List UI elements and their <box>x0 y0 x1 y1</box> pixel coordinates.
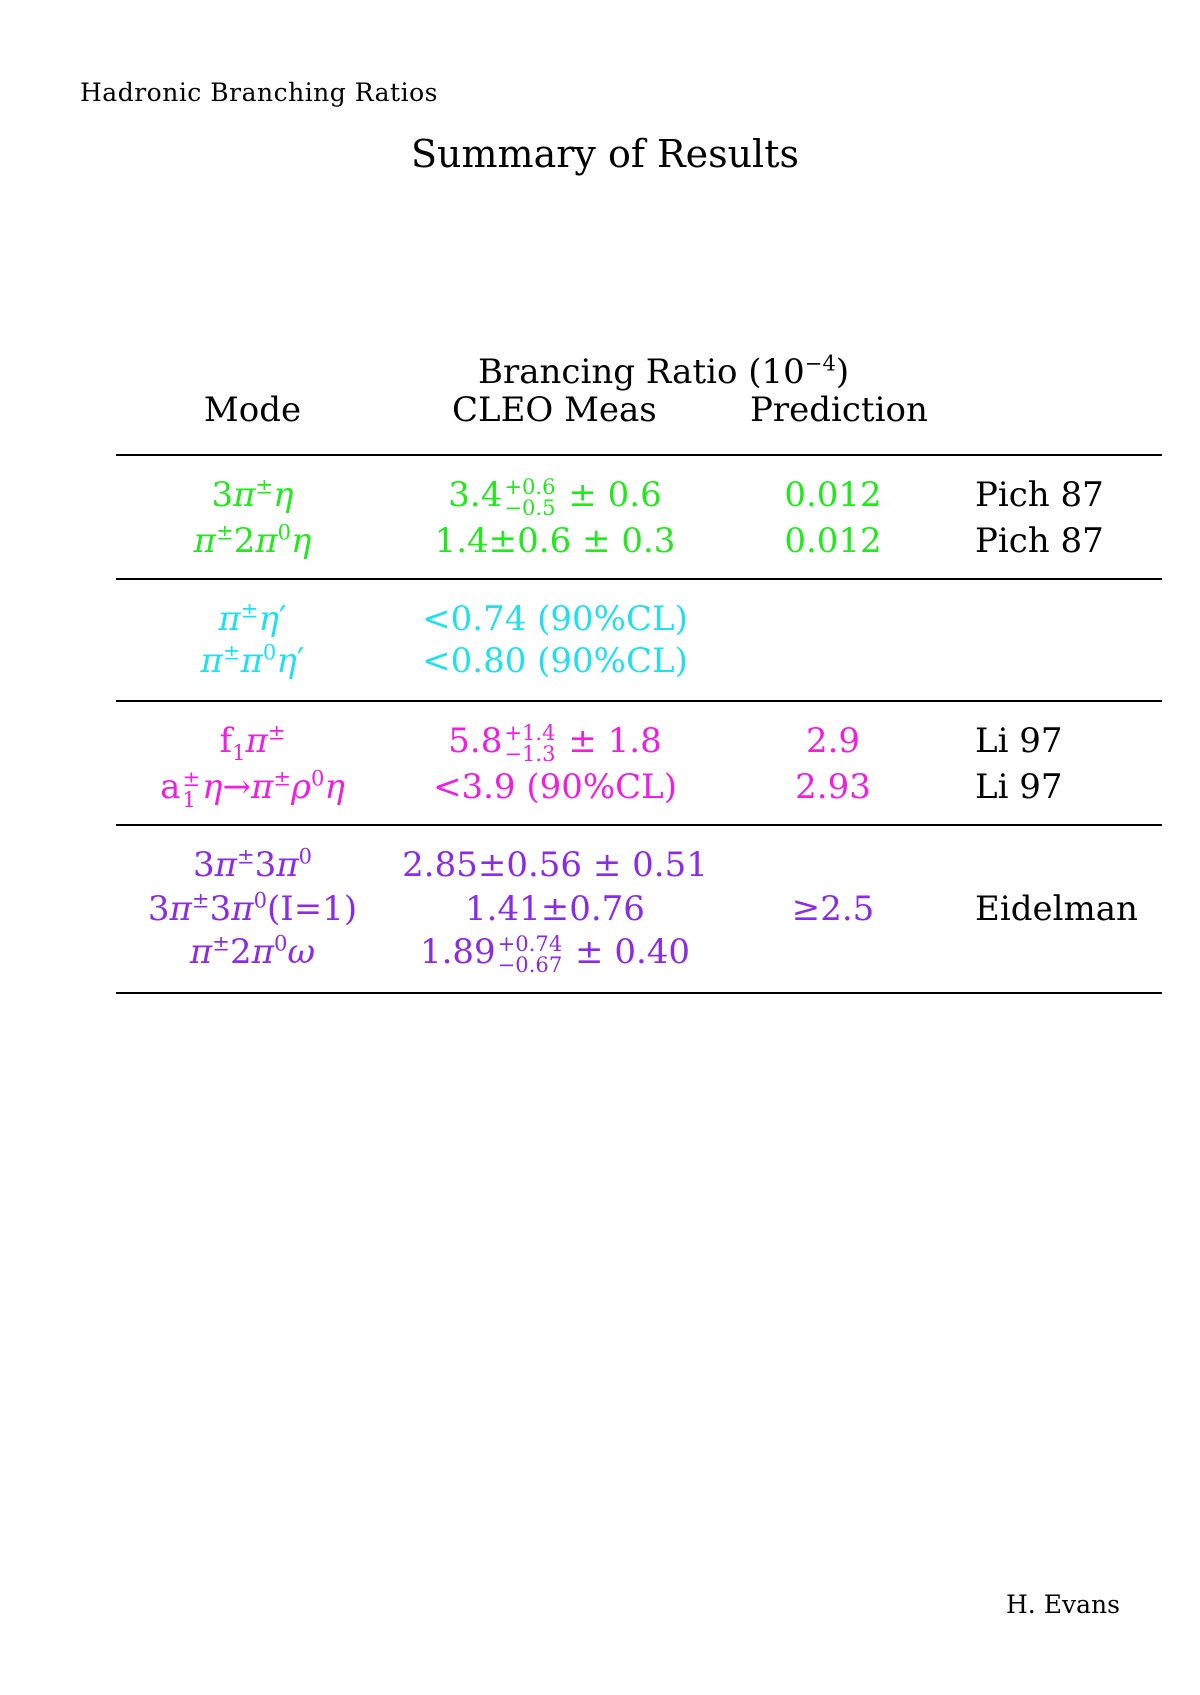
ref-3pi-eta: Pich 87 <box>975 475 1104 515</box>
mode-3pi-3pi0: $3\pi^\pm 3\pi^0$ <box>192 843 313 885</box>
header-cleo-meas: CLEO Meas <box>452 390 657 430</box>
mode-3pi-3pi0-i1: $3\pi^\pm 3\pi^0(I=1)$ <box>147 887 358 929</box>
table-rule <box>116 578 1162 580</box>
meas-pi-2pi0-omega: 1.89 +0.74 −0.67 ± 0.40 <box>419 930 691 977</box>
header-prediction: Prediction <box>750 390 928 430</box>
slide-label: Hadronic Branching Ratios <box>80 78 438 107</box>
meas-3pi-3pi0: 2.85±0.56 ± 0.51 <box>402 845 708 885</box>
mode-a1-eta: a ± 1 $\eta\to\pi^\pm\rho^0\eta$ <box>160 765 345 812</box>
mode-pi-2pi0-eta: $\pi^\pm 2\pi^0\eta$ <box>193 519 312 561</box>
table-rule <box>116 992 1162 994</box>
ref-a1-eta: Li 97 <box>975 767 1063 807</box>
meas-a1-eta: <3.9 (90%CL) <box>432 767 678 807</box>
pred-a1-eta: 2.93 <box>795 767 871 807</box>
table-rule <box>116 454 1162 456</box>
ref-f1-pi: Li 97 <box>975 721 1063 761</box>
mode-f1-pi: $f_1\pi^\pm$ <box>219 719 286 765</box>
mode-pi-etaprime: π±η′ <box>218 597 287 639</box>
pred-f1-pi: 2.9 <box>805 721 861 761</box>
table-rule <box>116 700 1162 702</box>
pred-3pi-eta: 0.012 <box>784 475 882 515</box>
meas-3pi-3pi0-i1: 1.41±0.76 <box>465 889 645 929</box>
header-mode: Mode <box>203 390 302 430</box>
ref-3pi-3pi0: Eidelman <box>975 889 1138 929</box>
header-branching-ratio: Brancing Ratio $(10^{-4})$ <box>478 350 850 392</box>
pred-3pi-3pi0: ≥2.5 <box>791 889 875 929</box>
mode-3pi-eta: 3π±η <box>211 473 294 515</box>
meas-pi-etaprime: <0.74 (90%CL) <box>422 599 688 639</box>
meas-pi-pi0-etaprime: <0.80 (90%CL) <box>422 641 688 681</box>
slide-title: Summary of Results <box>411 132 799 176</box>
mode-pi-2pi0-omega: $\pi^\pm 2\pi^0\omega$ <box>189 930 316 972</box>
meas-3pi-eta: 3.4 +0.6 −0.5 ± 0.6 <box>448 473 662 520</box>
table-rule <box>116 824 1162 826</box>
mode-pi-pi0-etaprime: $\pi^\pm\pi^0\eta'$ <box>200 639 305 681</box>
pred-pi-2pi0-eta: 0.012 <box>784 521 882 561</box>
meas-pi-2pi0-eta: 1.4±0.6 ± 0.3 <box>434 521 676 561</box>
author: H. Evans <box>1006 1590 1120 1619</box>
ref-pi-2pi0-eta: Pich 87 <box>975 521 1104 561</box>
meas-f1-pi: 5.8 +1.4 −1.3 ± 1.8 <box>448 719 662 766</box>
